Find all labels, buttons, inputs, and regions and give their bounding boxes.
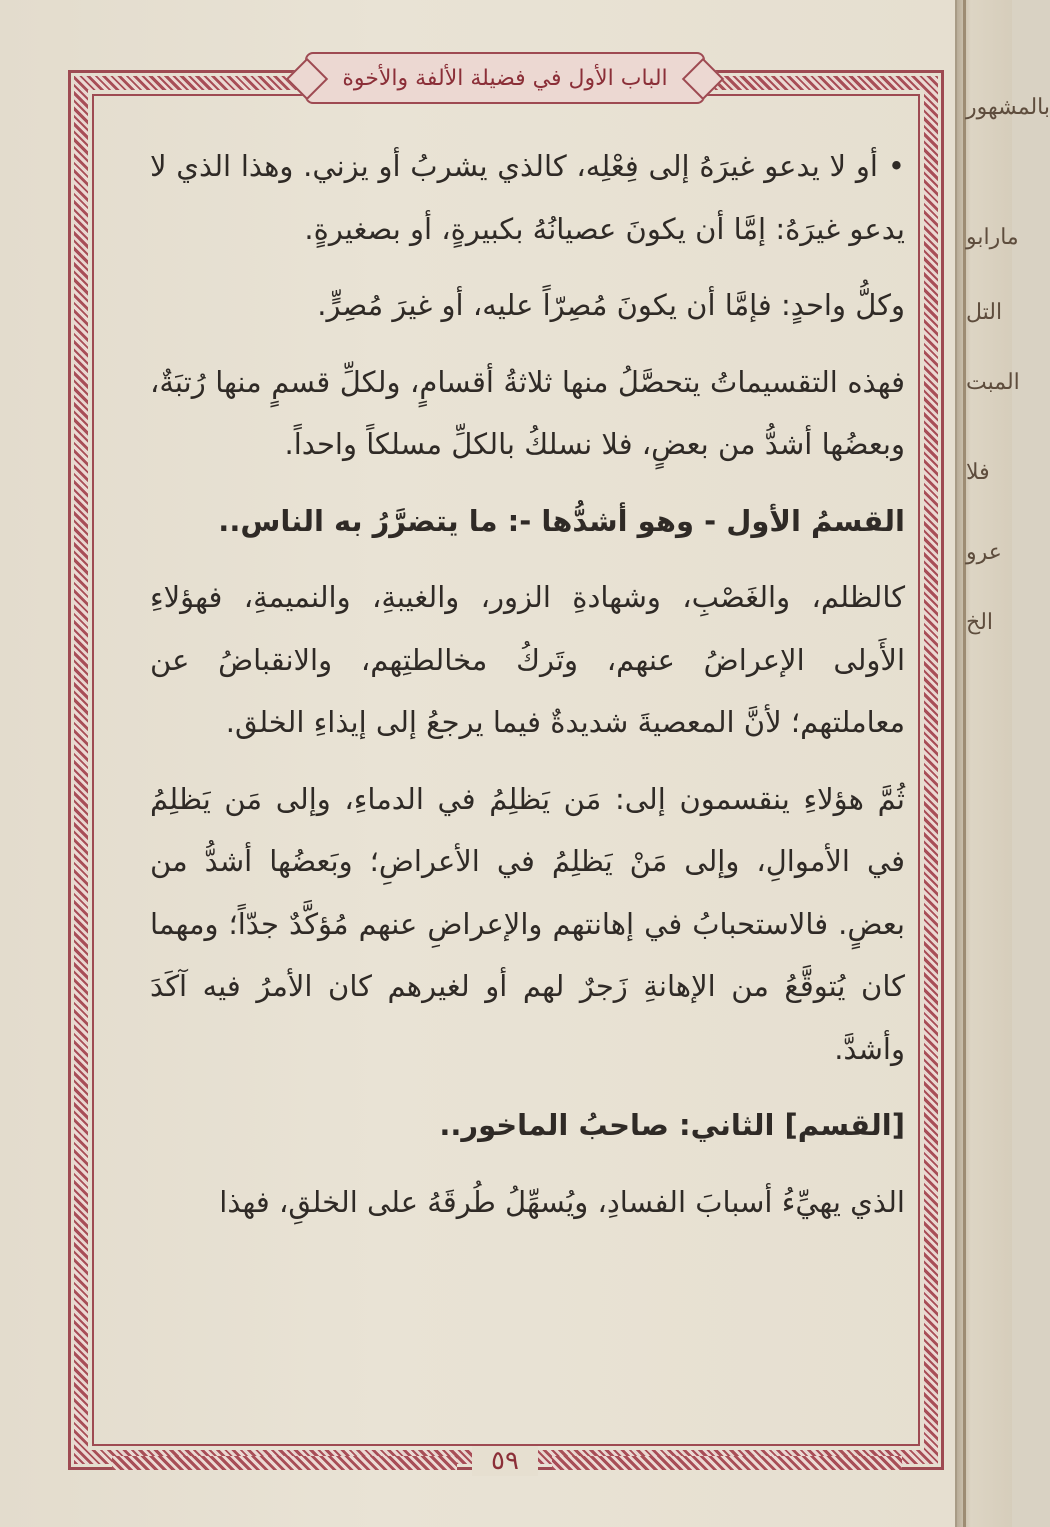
- chapter-header: [305, 52, 705, 104]
- adjacent-fragment: التل: [966, 300, 1003, 325]
- adjacent-page-edge: [955, 0, 1050, 1527]
- adjacent-fragment: المبت: [966, 370, 1020, 395]
- adjacent-fragment: مارابو: [966, 225, 1019, 250]
- paragraph-1: •أو لا يدعو غيرَهُ إلى فِعْلِه، كالذي يشربُ أو يزني. وهذا الذي لا يدعو غيرَهُ: إمَّا أن يكونَ عصيانُهُ بكبيرةٍ، أو بصغيرةٍ.: [150, 149, 905, 246]
- bullet-icon: •: [887, 149, 905, 183]
- adjacent-fragment: فلا: [966, 460, 990, 485]
- paragraph-3: فهذه التقسيماتُ يتحصَّلُ منها ثلاثةُ أقسامٍ، ولكلِّ قسمٍ منها رُتبَةٌ، وبعضُها أشدُّ من بعضٍ، فلا نسلكُ بالكلِّ مسلكاً واحداً.: [150, 364, 905, 461]
- page-number: ٥٩: [472, 1446, 538, 1476]
- page-body: [150, 135, 905, 1233]
- chapter-title: الباب الأول في فضيلة الألفة والأخوة: [342, 65, 668, 91]
- paragraph-2: وكلُّ واحدٍ: فإمَّا أن يكونَ مُصِرّاً عليه، أو غيرَ مُصِرٍّ.: [317, 288, 905, 322]
- adjacent-fragment: عرو: [966, 540, 1002, 565]
- page-footer: [92, 1446, 920, 1486]
- footer-ornament-right: [552, 1456, 902, 1470]
- paragraph-8: الذي يهيِّءُ أسبابَ الفسادِ، ويُسهِّلُ طُرقَهُ على الخلقِ، فهذا: [219, 1184, 905, 1219]
- adjacent-fragment: الخ: [966, 610, 994, 635]
- adjacent-fragment: بالمشهور: [966, 95, 1050, 120]
- footer-ornament-left: [112, 1456, 457, 1470]
- paragraph-5: كالظلم، والغَصْبِ، وشهادةِ الزور، والغيبةِ، والنميمةِ، فهؤلاءِ الأَولى الإعراضُ عنهم، وتَركُ مخالطتِهم، والانقباضُ عن معاملتهم؛ لأنَّ المعصيةَ شديدةٌ فيما يرجعُ إلى إيذاءِ الخلق.: [150, 580, 905, 739]
- paragraph-6: ثُمَّ هؤلاءِ ينقسمون إلى: مَن يَظلِمُ في الدماءِ، وإلى مَن يَظلِمُ في الأموالِ، وإلى مَنْ يَظلِمُ في الأعراضِ؛ وبَعضُها أشدُّ من بعضٍ. فالاستحبابُ في إهانتهم والإعراضِ عنهم مُؤكَّدٌ جدّاً؛ ومهما كان يُتوقَّعُ من الإهانةِ زَجرٌ لهم أو لغيرهم كان الأمرُ فيه آكَدَ وأشدَّ.: [150, 781, 905, 1066]
- section-heading-second: [القسم] الثاني: صاحبُ الماخور..: [439, 1108, 905, 1142]
- section-heading-first: القسمُ الأول - وهو أشدُّها -: ما يتضرَّرُ به الناس..: [218, 503, 905, 538]
